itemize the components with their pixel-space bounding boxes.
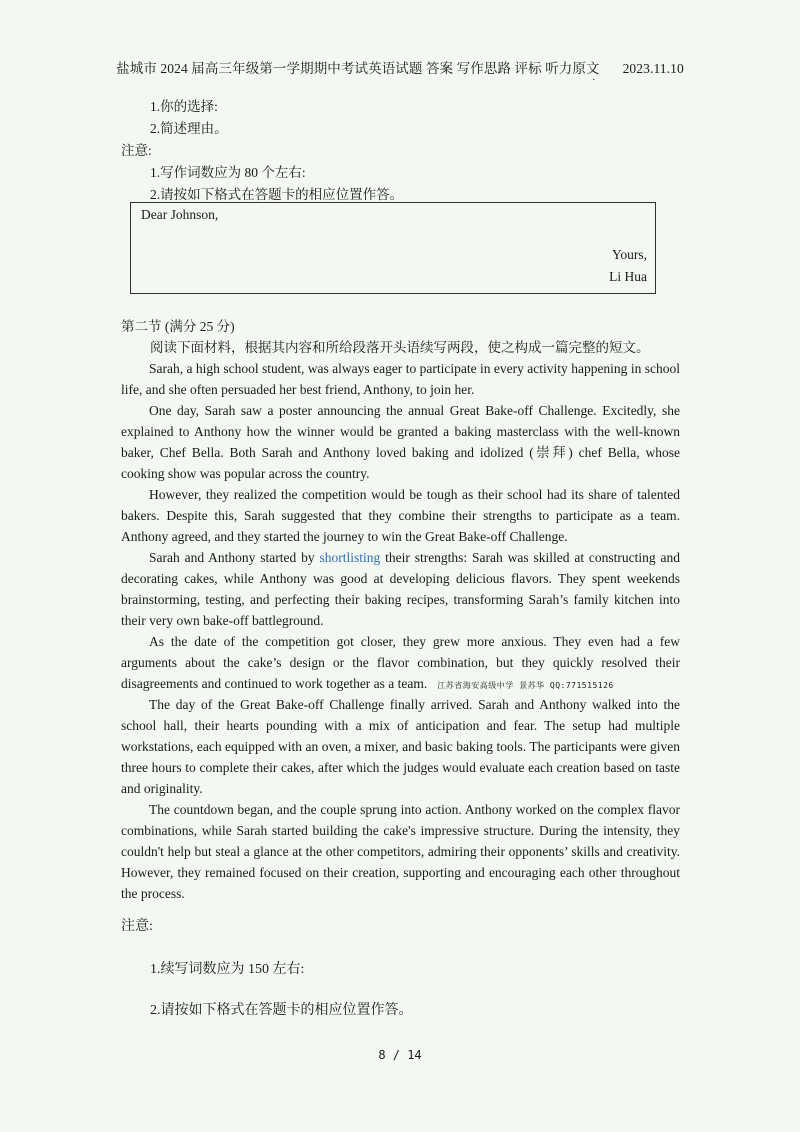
- header-dot: ·: [592, 75, 596, 86]
- section-instruction: 阅读下面材料，根据其内容和所给段落开头语续写两段，使之构成一篇完整的短文。: [150, 340, 650, 355]
- story-paragraph-4: [121, 547, 680, 631]
- p5-text: As the date of the competition got closer, they grew more anxious. They even had a few arguments about the cake’s design or the flavor combination, but they quickly resolved their disagreements and continued to work together as a team.: [121, 634, 680, 691]
- shortlisting-link[interactable]: shortlisting: [319, 550, 381, 565]
- page-number: 8 / 14: [378, 1048, 422, 1062]
- letter-signature: Li Hua: [609, 269, 647, 284]
- story-paragraph-5: [121, 631, 680, 696]
- page-header: [0, 57, 800, 77]
- author-watermark: 江苏省海安高级中学 景苏华 QQ:771515126: [437, 681, 614, 690]
- story-paragraph-1: Sarah, a high school student, was always eager to participate in every activity happening in school life, and she often persuaded her best friend, Anthony, to join her.: [121, 361, 680, 397]
- section2-notice-label: 注意:: [121, 919, 153, 934]
- section2-notice-item-2: 2.请按如下格式在答题卡的相应位置作答。: [150, 1003, 413, 1018]
- section2-notice-item-1: 1.续写词数应为 150 左右:: [150, 962, 305, 977]
- story-paragraph-6: The day of the Great Bake-off Challenge finally arrived. Sarah and Anthony walked into the school hall, their hearts pounding with a mix of anticipation and fear. The setup had multiple workstations, each equipped with an oven, a mixer, and basic baking tools. The participants were given three hours to complete their cakes, after which the judges would evaluate each creation based on taste and originality.: [121, 697, 680, 796]
- point-2: 2.简述理由。: [150, 121, 228, 136]
- notice-label: 注意:: [121, 143, 152, 158]
- notice-item-1: 1.写作词数应为 80 个左右:: [150, 165, 306, 180]
- header-date: 2023.11.10: [622, 61, 684, 76]
- p4-text-before: Sarah and Anthony started by: [149, 550, 320, 565]
- letter-closing: Yours,: [611, 247, 647, 262]
- story-paragraph-7: The countdown began, and the couple sprung into action. Anthony worked on the complex flavor combinations, while Sarah started building the cake's impressive structure. During the intensity, they couldn't help but steal a glance at the other competitors, admiring their opponents’ skills and creativity. However, they remained focused on their creation, supporting and encouraging each other throughout the process.: [121, 802, 680, 901]
- notice-item-2: 2.请按如下格式在答题卡的相应位置作答。: [150, 187, 404, 202]
- point-1: 1.你的选择:: [150, 99, 218, 114]
- p4-text-after: their strengths: Sarah was skilled at constructing and decorating cakes, while Anthony was good at developing delicious flavors. They spent weekends brainstorming, testing, and perfecting their baking recipes, transforming Sarah’s family kitchen into their very own bake-off battleground.: [121, 550, 680, 628]
- story-paragraph-2: One day, Sarah saw a poster announcing the annual Great Bake-off Challenge. Excitedly, she explained to Anthony how the winner would be granted a baking masterclass with the well-known baker, Chef Bella. Both Sarah and Anthony loved baking and idolized (崇拜) chef Bella, whose cooking show was popular across the country.: [121, 403, 680, 481]
- section-heading: 第二节 (满分 25 分): [121, 319, 235, 334]
- header-title: 盐城市 2024 届高三年级第一学期期中考试英语试题 答案 写作思路 评标 听力原文: [116, 61, 600, 76]
- letter-format-box: [130, 202, 656, 294]
- letter-greeting: Dear Johnson,: [141, 207, 219, 222]
- story-paragraph-3: However, they realized the competition would be tough as their school had its share of talented bakers. Despite this, Sarah suggested that they combine their strengths to participate as a team. Anthony agreed, and they started the journey to win the Great Bake-off Challenge.: [121, 487, 680, 544]
